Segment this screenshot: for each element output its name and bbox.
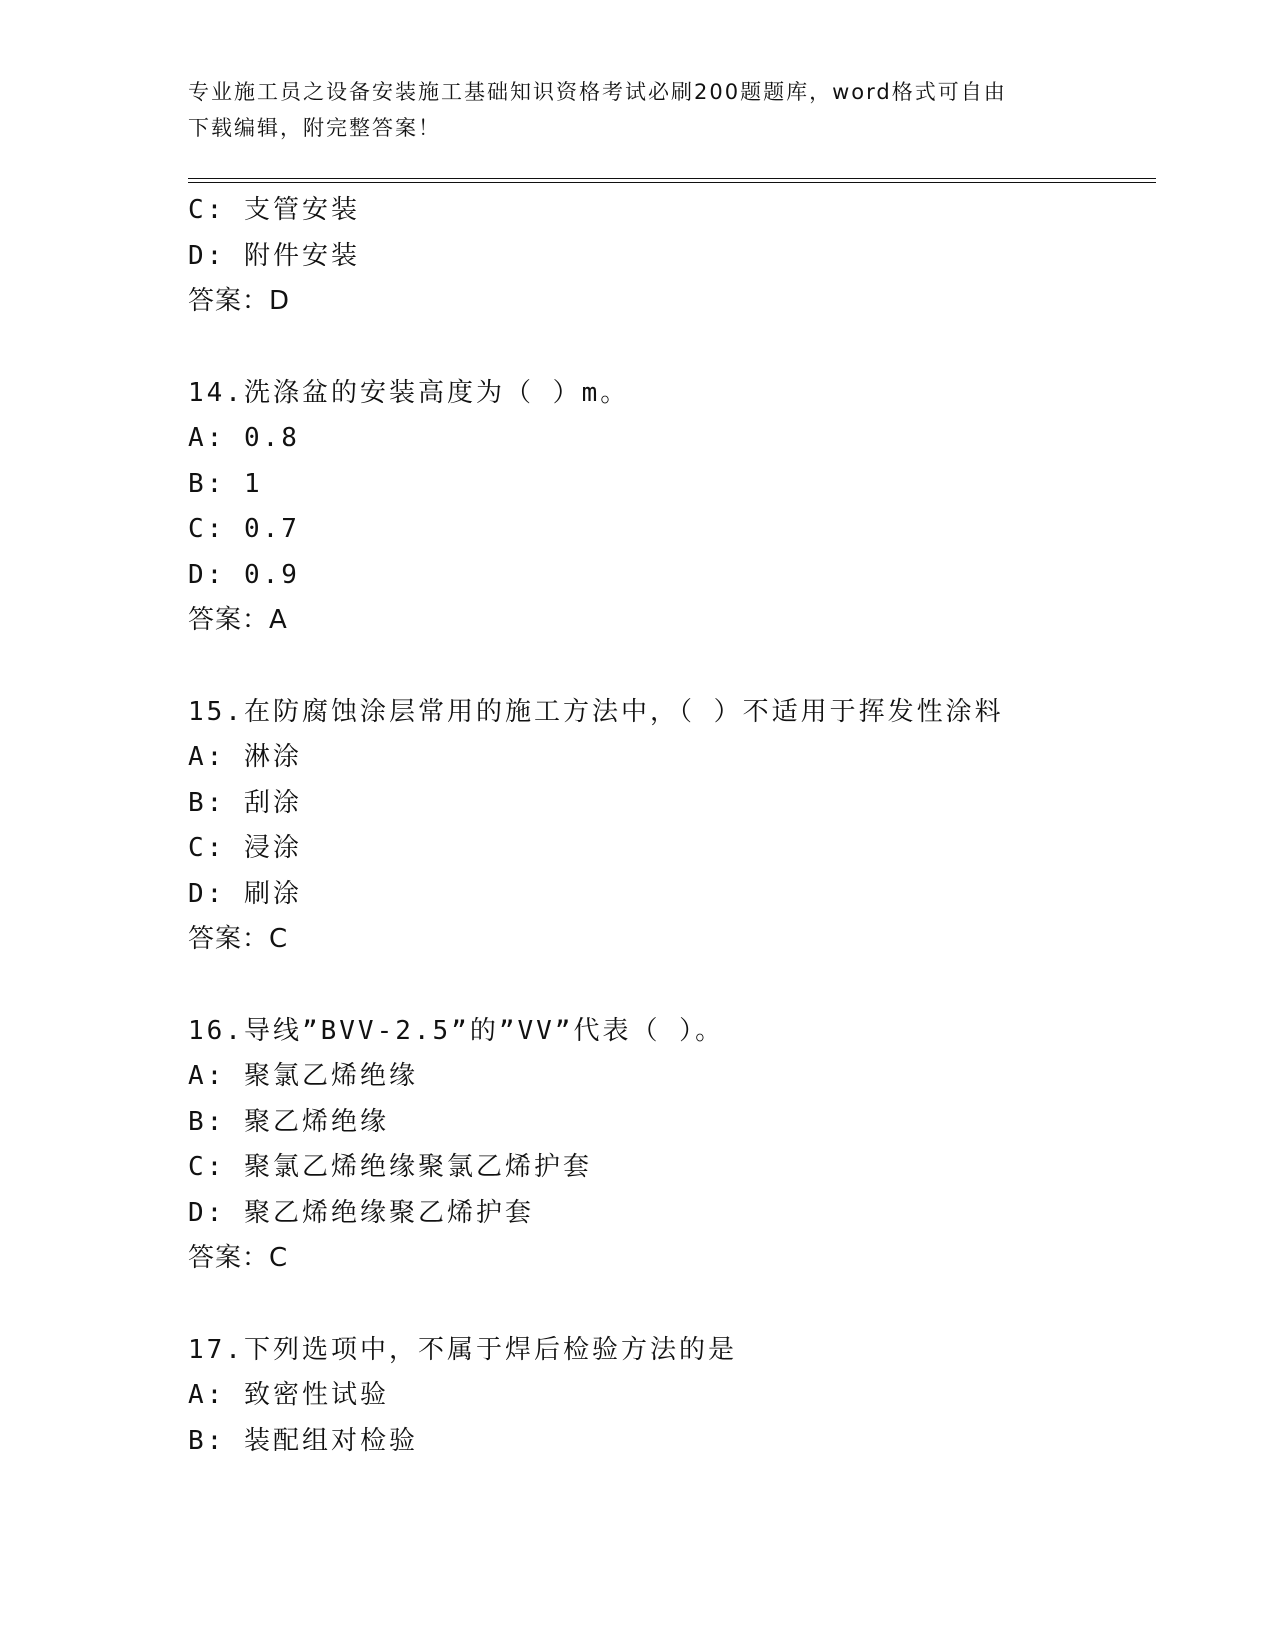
question-14 [188,371,1156,644]
header-line-2: 下载编辑，附完整答案！ [188,116,441,140]
option-d: D: 0.9 [188,559,300,590]
option-d: D: 附件安装 [188,240,360,271]
question-stem: 16.导线”BVV-2.5”的”VV”代表（ ）。 [188,1015,725,1046]
question-stem: 15.在防腐蚀涂层常用的施工方法中，（ ）不适用于挥发性涂料 [188,696,1004,727]
option-a: A: 聚氯乙烯绝缘 [188,1061,418,1091]
question-15 [188,690,1156,963]
option-b: B: 装配组对检验 [188,1425,418,1456]
question-16 [188,1009,1156,1282]
option-b: B: 聚乙烯绝缘 [188,1106,389,1137]
question-stem: 14.洗涤盆的安装高度为（ ）m。 [188,377,630,408]
header-line-1: 专业施工员之设备安装施工基础知识资格考试必刷200题题库，word格式可自由 [188,80,1007,104]
option-c: C: 支管安装 [188,195,360,225]
question-17 [188,1328,1156,1465]
answer-line: 答案：D [188,286,291,316]
option-a: A: 0.8 [188,423,300,453]
answer-line: 答案：C [188,924,289,954]
option-d: D: 聚乙烯绝缘聚乙烯护套 [188,1197,534,1228]
answer-line: 答案：A [188,605,288,635]
option-d: D: 刷涂 [188,878,302,909]
question-list [188,188,1156,1464]
option-c: C: 聚氯乙烯绝缘聚氯乙烯护套 [188,1152,592,1182]
header-divider [188,178,1156,183]
question-stem: 17.下列选项中，不属于焊后检验方法的是 [188,1334,737,1365]
option-b: B: 刮涂 [188,787,302,818]
question-13-continued [188,188,1156,325]
option-c: C: 0.7 [188,514,300,544]
option-b: B: 1 [188,468,263,499]
option-c: C: 浸涂 [188,833,302,863]
option-a: A: 淋涂 [188,742,302,772]
answer-line: 答案：C [188,1243,289,1273]
option-a: A: 致密性试验 [188,1380,389,1410]
document-header [188,74,1068,146]
